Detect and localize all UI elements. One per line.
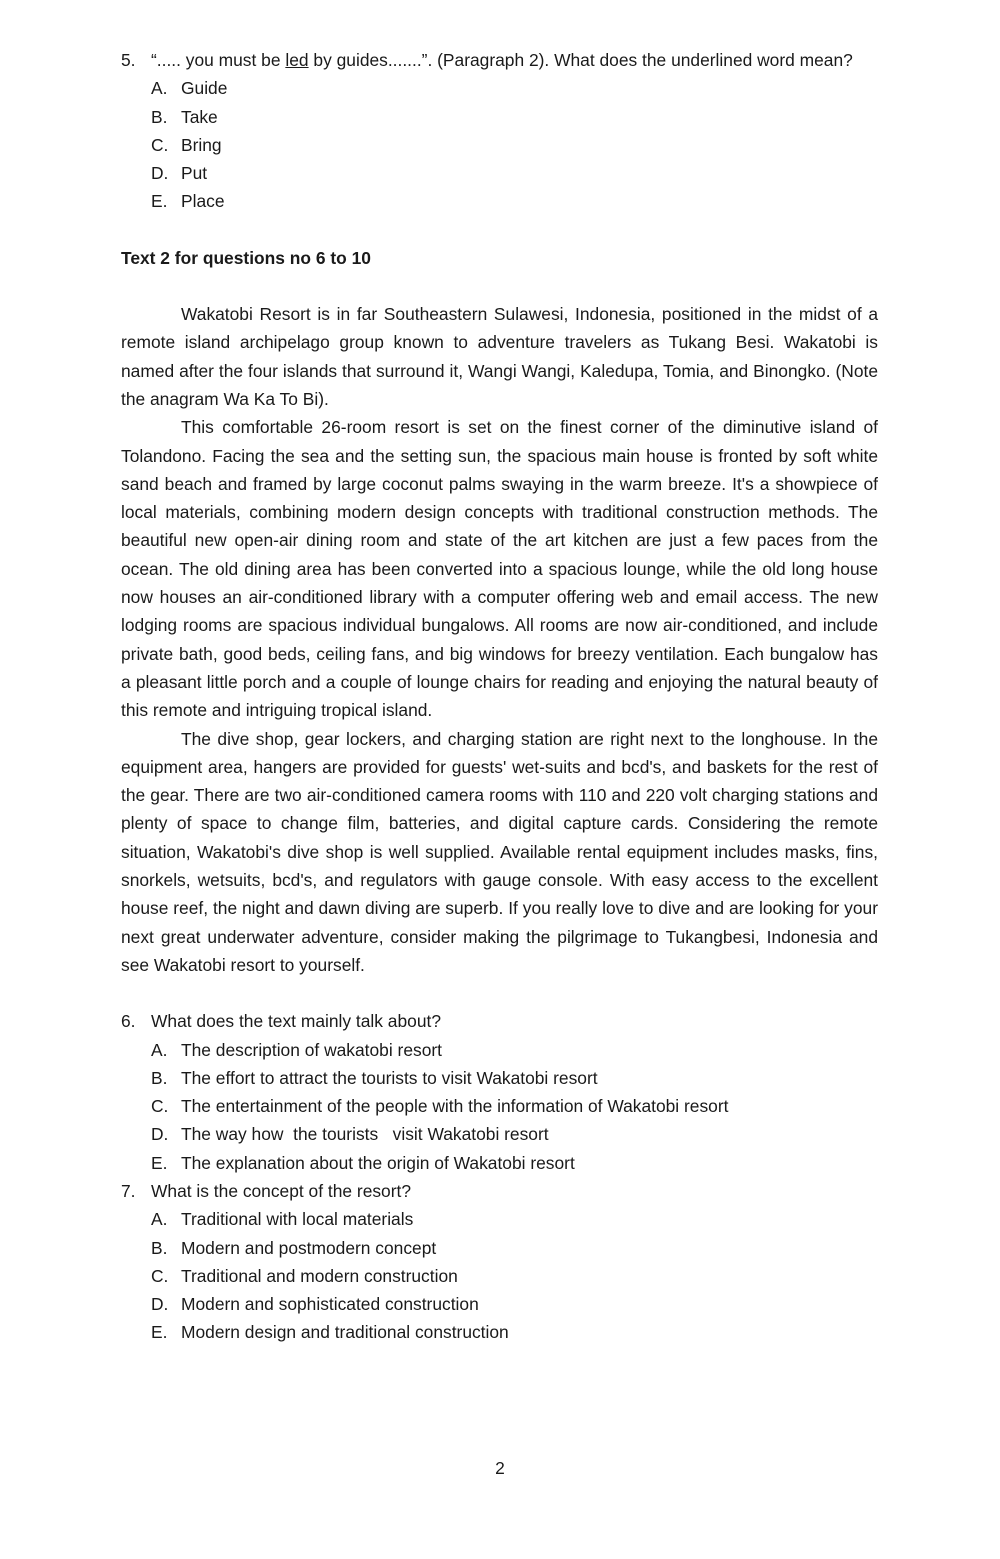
option: D. Put	[151, 163, 208, 184]
question-number: 5.	[121, 50, 136, 70]
option: E. Modern design and traditional construction	[151, 1322, 509, 1343]
option: C. Traditional and modern construction	[151, 1265, 458, 1286]
option: D. Modern and sophisticated construction	[151, 1294, 479, 1315]
option: A. Guide	[151, 78, 228, 99]
paragraph-2: This comfortable 26-room resort is set on the finest corner of the diminutive island of Tolandono. Facing the sea and the setting sun, the spacious main house is fronted by soft white sand beach and framed by large coconut palms swaying in the warm breeze. It's a showpiece of local materials, combining modern design concepts with traditional construction methods. The beautiful new open-air dining room and state of the art kitchen are just a few paces from the ocean. The old dining area has been converted into a spacious lounge, while the old long house now houses an air-conditioned library with a computer offering web and email access. The new lodging rooms are spacious individual bungalows. All rooms are now air-conditioned, and include private bath, good beds, ceiling fans, and big windows for breezy ventilation. Each bungalow has a pleasant little porch and a couple of lounge chairs for reading and enjoying the natural beauty of this remote and intriguing tropical island.	[121, 417, 878, 721]
question-number: 6.	[121, 1011, 136, 1032]
option: A. Traditional with local materials	[151, 1209, 414, 1230]
option: E. Place	[151, 191, 225, 212]
question-text: What is the concept of the resort?	[151, 1180, 412, 1201]
option: C. The entertainment of the people with the information of Wakatobi resort	[151, 1096, 729, 1117]
page-number: 2	[495, 1458, 505, 1478]
paragraph-1: Wakatobi Resort is in far Southeastern Sulawesi, Indonesia, positioned in the midst of a remote island archipelago group known to adventure travelers as Tukang Besi. Wakatobi is named after the four islands that surround it, Wangi Wangi, Kaledupa, Tomia, and Binongko. (Note the anagram Wa Ka To Bi).	[121, 304, 878, 409]
option: B. The effort to attract the tourists to visit Wakatobi resort	[151, 1067, 598, 1088]
option: B. Take	[151, 106, 218, 127]
text-2-heading: Text 2 for questions no 6 to 10	[121, 247, 371, 268]
question-text: “..... you must be led by guides.......”. (Paragraph 2). What does the underlined word mean?	[151, 50, 853, 70]
question-6	[121, 1007, 878, 1035]
option: D. The way how the tourists visit Wakatobi resort	[151, 1124, 549, 1145]
document-page	[121, 46, 878, 1347]
question-text: What does the text mainly talk about?	[151, 1011, 442, 1032]
option: B. Modern and postmodern concept	[151, 1237, 437, 1258]
question-5	[121, 46, 878, 74]
question-number: 7.	[121, 1180, 136, 1201]
option: A. The description of wakatobi resort	[151, 1039, 442, 1060]
paragraph-3: The dive shop, gear lockers, and charging station are right next to the longhouse. In the equipment area, hangers are provided for guests' wet-suits and bcd's, and baskets for the rest of the gear. There are two air-conditioned camera rooms with 110 and 220 volt charging stations and plenty of space to change film, batteries, and digital capture cards. Considering the remote situation, Wakatobi's dive shop is well supplied. Available rental equipment includes masks, fins, snorkels, wetsuits, bcd's, and regulators with gauge console. With easy access to the excellent house reef, the night and dawn diving are superb. If you really love to dive and are looking for your next great underwater adventure, consider making the pilgrimage to Tukangbesi, Indonesia and see Wakatobi resort to yourself.	[121, 728, 878, 975]
option: C. Bring	[151, 134, 222, 155]
underlined-word: led	[285, 50, 309, 70]
question-7	[121, 1177, 878, 1205]
option: E. The explanation about the origin of Wakatobi resort	[151, 1152, 575, 1173]
